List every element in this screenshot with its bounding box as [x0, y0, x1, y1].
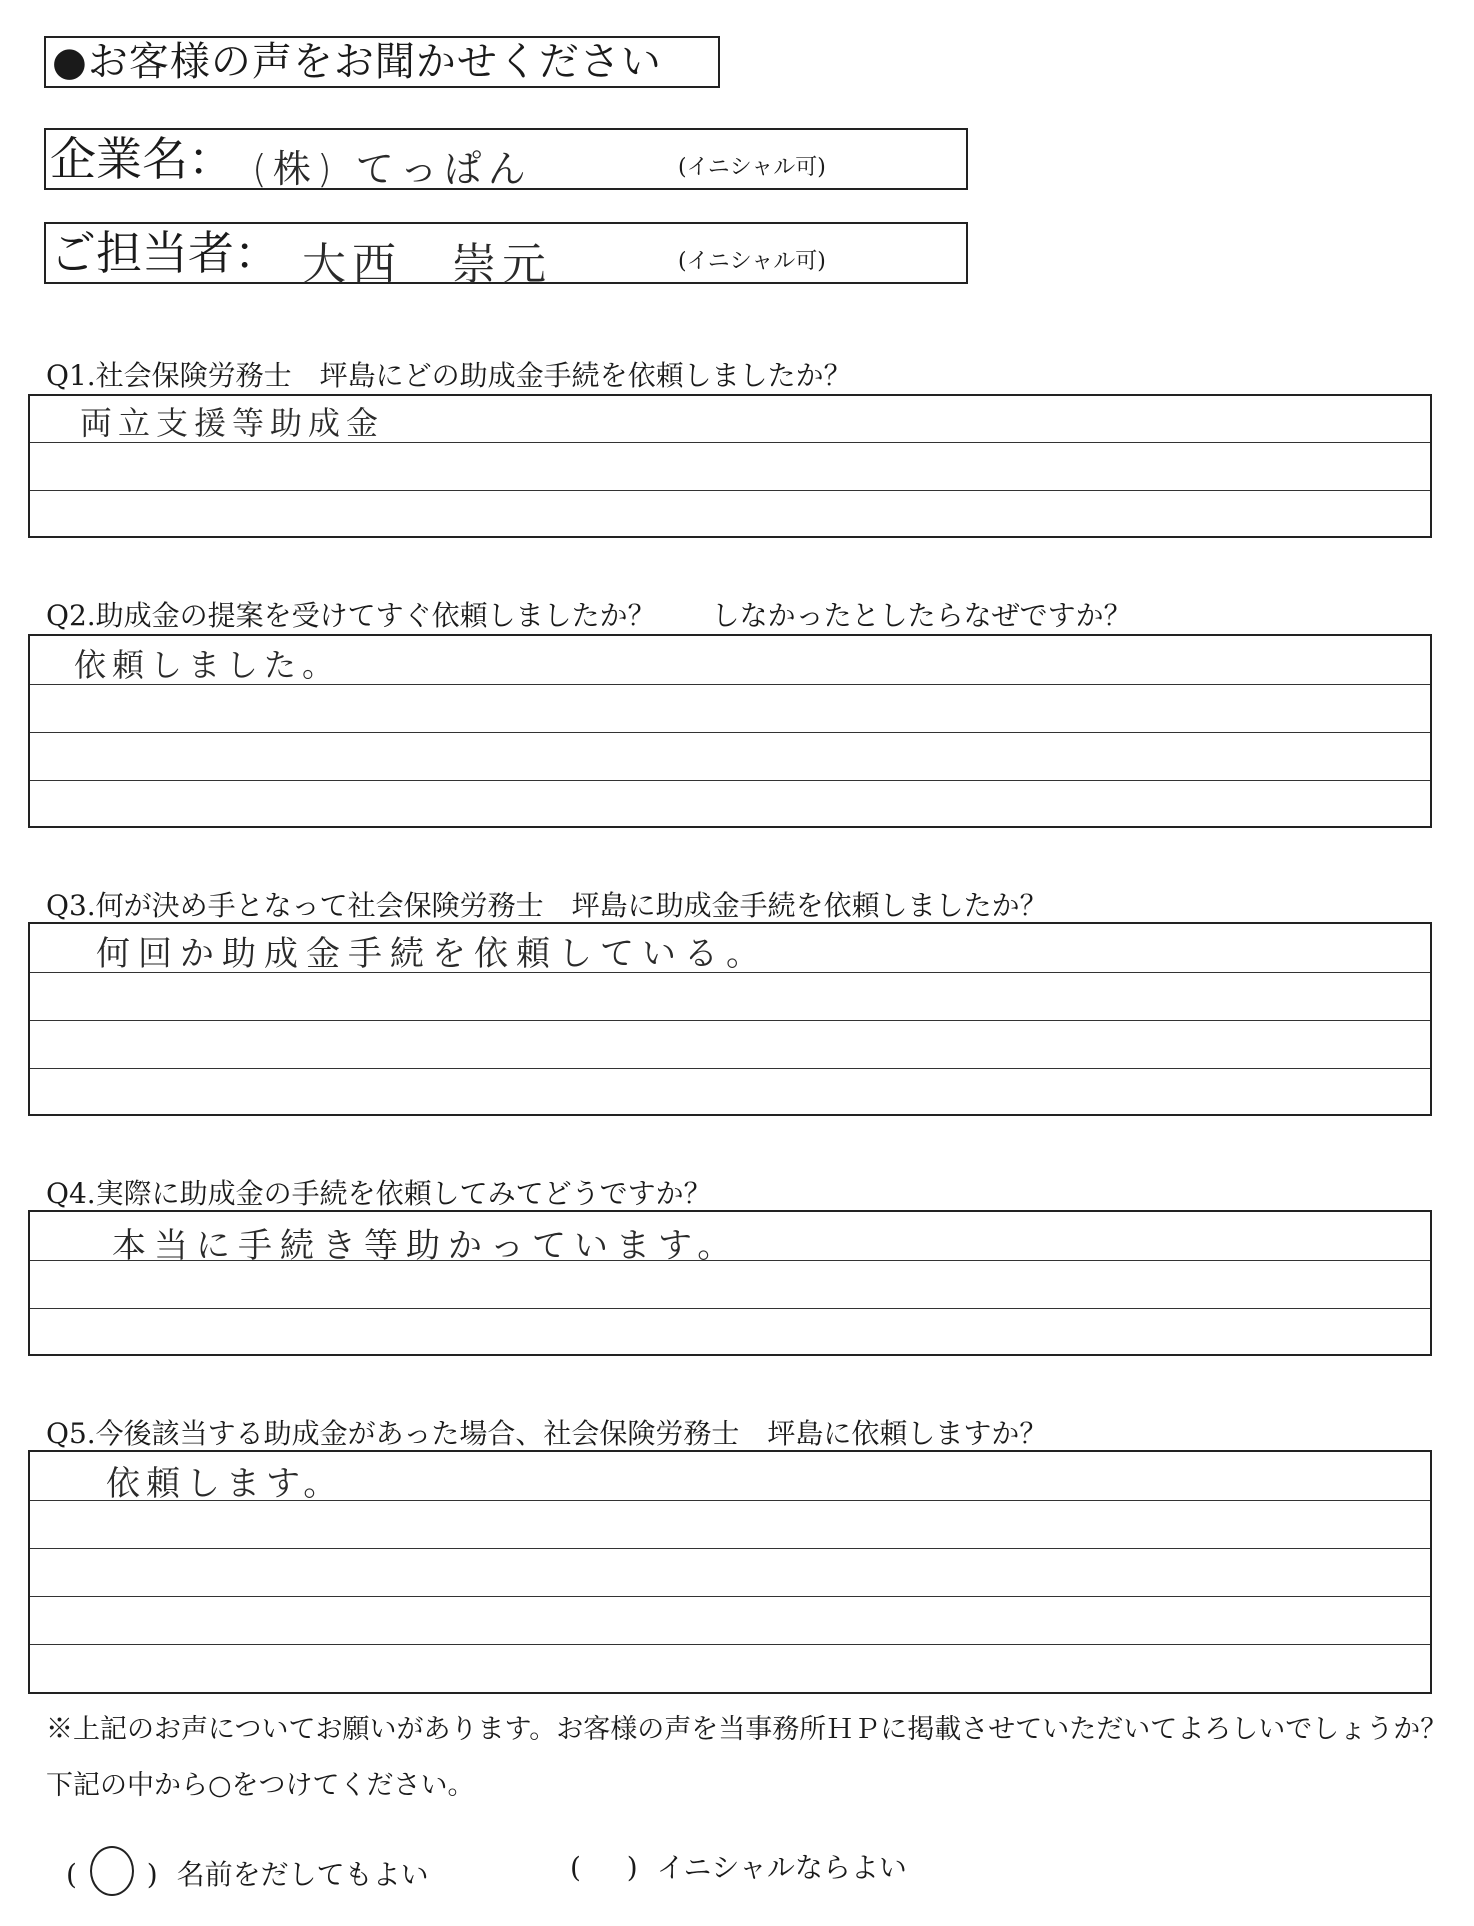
selected-circle-mark [90, 1846, 134, 1896]
answer-line [30, 732, 1430, 733]
contact-field[interactable] [44, 222, 968, 290]
company-value: (株) てっぱん [252, 147, 532, 191]
answer-line [30, 1020, 1430, 1021]
option-paren-close: ) [626, 1851, 638, 1884]
answer-line [30, 1068, 1430, 1069]
contact-value: 大西 崇元 [302, 239, 552, 290]
question-1: Q1.社会保険労務士 坪島にどの助成金手続を依頼しましたか？ [46, 359, 852, 392]
contact-label: ご担当者： [50, 226, 280, 280]
answer-box-4[interactable] [28, 1210, 1432, 1356]
option-name-ok-label: 名前をだしてもよい [176, 1858, 429, 1891]
answer-line [30, 1308, 1430, 1309]
option-initial-ok[interactable] [570, 1846, 907, 1886]
answer-box-2[interactable] [28, 634, 1432, 828]
answer-box-5[interactable] [28, 1450, 1432, 1694]
answer-1-text: 両立支援等助成金 [80, 404, 385, 442]
question-3: Q3.何が決め手となって社会保険労務士 坪島に助成金手続を依頼しましたか？ [46, 889, 1048, 922]
answer-line [30, 1596, 1430, 1597]
option-initial-ok-label: イニシャルならよい [656, 1851, 907, 1884]
page-title: ●お客様の声をお聞かせください [44, 36, 720, 88]
option-paren-open: ( [66, 1858, 77, 1891]
question-2: Q2.助成金の提案を受けてすぐ依頼しましたか？ しなかったとしたらなぜですか？ [46, 599, 1132, 632]
answer-box-1[interactable] [28, 394, 1432, 538]
answer-4-text: 本当に手続き等助かっています。 [112, 1226, 740, 1266]
answer-line [30, 780, 1430, 781]
question-4: Q4.実際に助成金の手続を依頼してみてどうですか？ [46, 1177, 712, 1210]
answer-box-3[interactable] [28, 922, 1432, 1116]
answer-5-text: 依頼します。 [106, 1464, 344, 1504]
company-label: 企業名： [50, 132, 234, 186]
answer-line [30, 1644, 1430, 1645]
option-paren-close: ) [146, 1858, 158, 1891]
company-field[interactable] [44, 128, 968, 190]
option-name-ok[interactable] [66, 1846, 429, 1896]
answer-3-text: 何回か助成金手続を依頼している。 [96, 934, 768, 974]
question-5: Q5.今後該当する助成金があった場合、社会保険労務士 坪島に依頼しますか？ [46, 1417, 1048, 1450]
answer-line [30, 1548, 1430, 1549]
contact-note: (イニシャル可) [678, 249, 826, 274]
answer-2-text: 依頼しました。 [74, 646, 341, 684]
company-note: (イニシャル可) [678, 155, 826, 180]
consent-notice: ※上記のお声についてお願いがあります。お客様の声を当事務所ＨＰに掲載させていただいてよろしいでしょうか？ 下記の中から○をつけてください。 [46, 1714, 1474, 1801]
answer-line [30, 490, 1430, 491]
option-paren-open: ( [570, 1851, 581, 1884]
